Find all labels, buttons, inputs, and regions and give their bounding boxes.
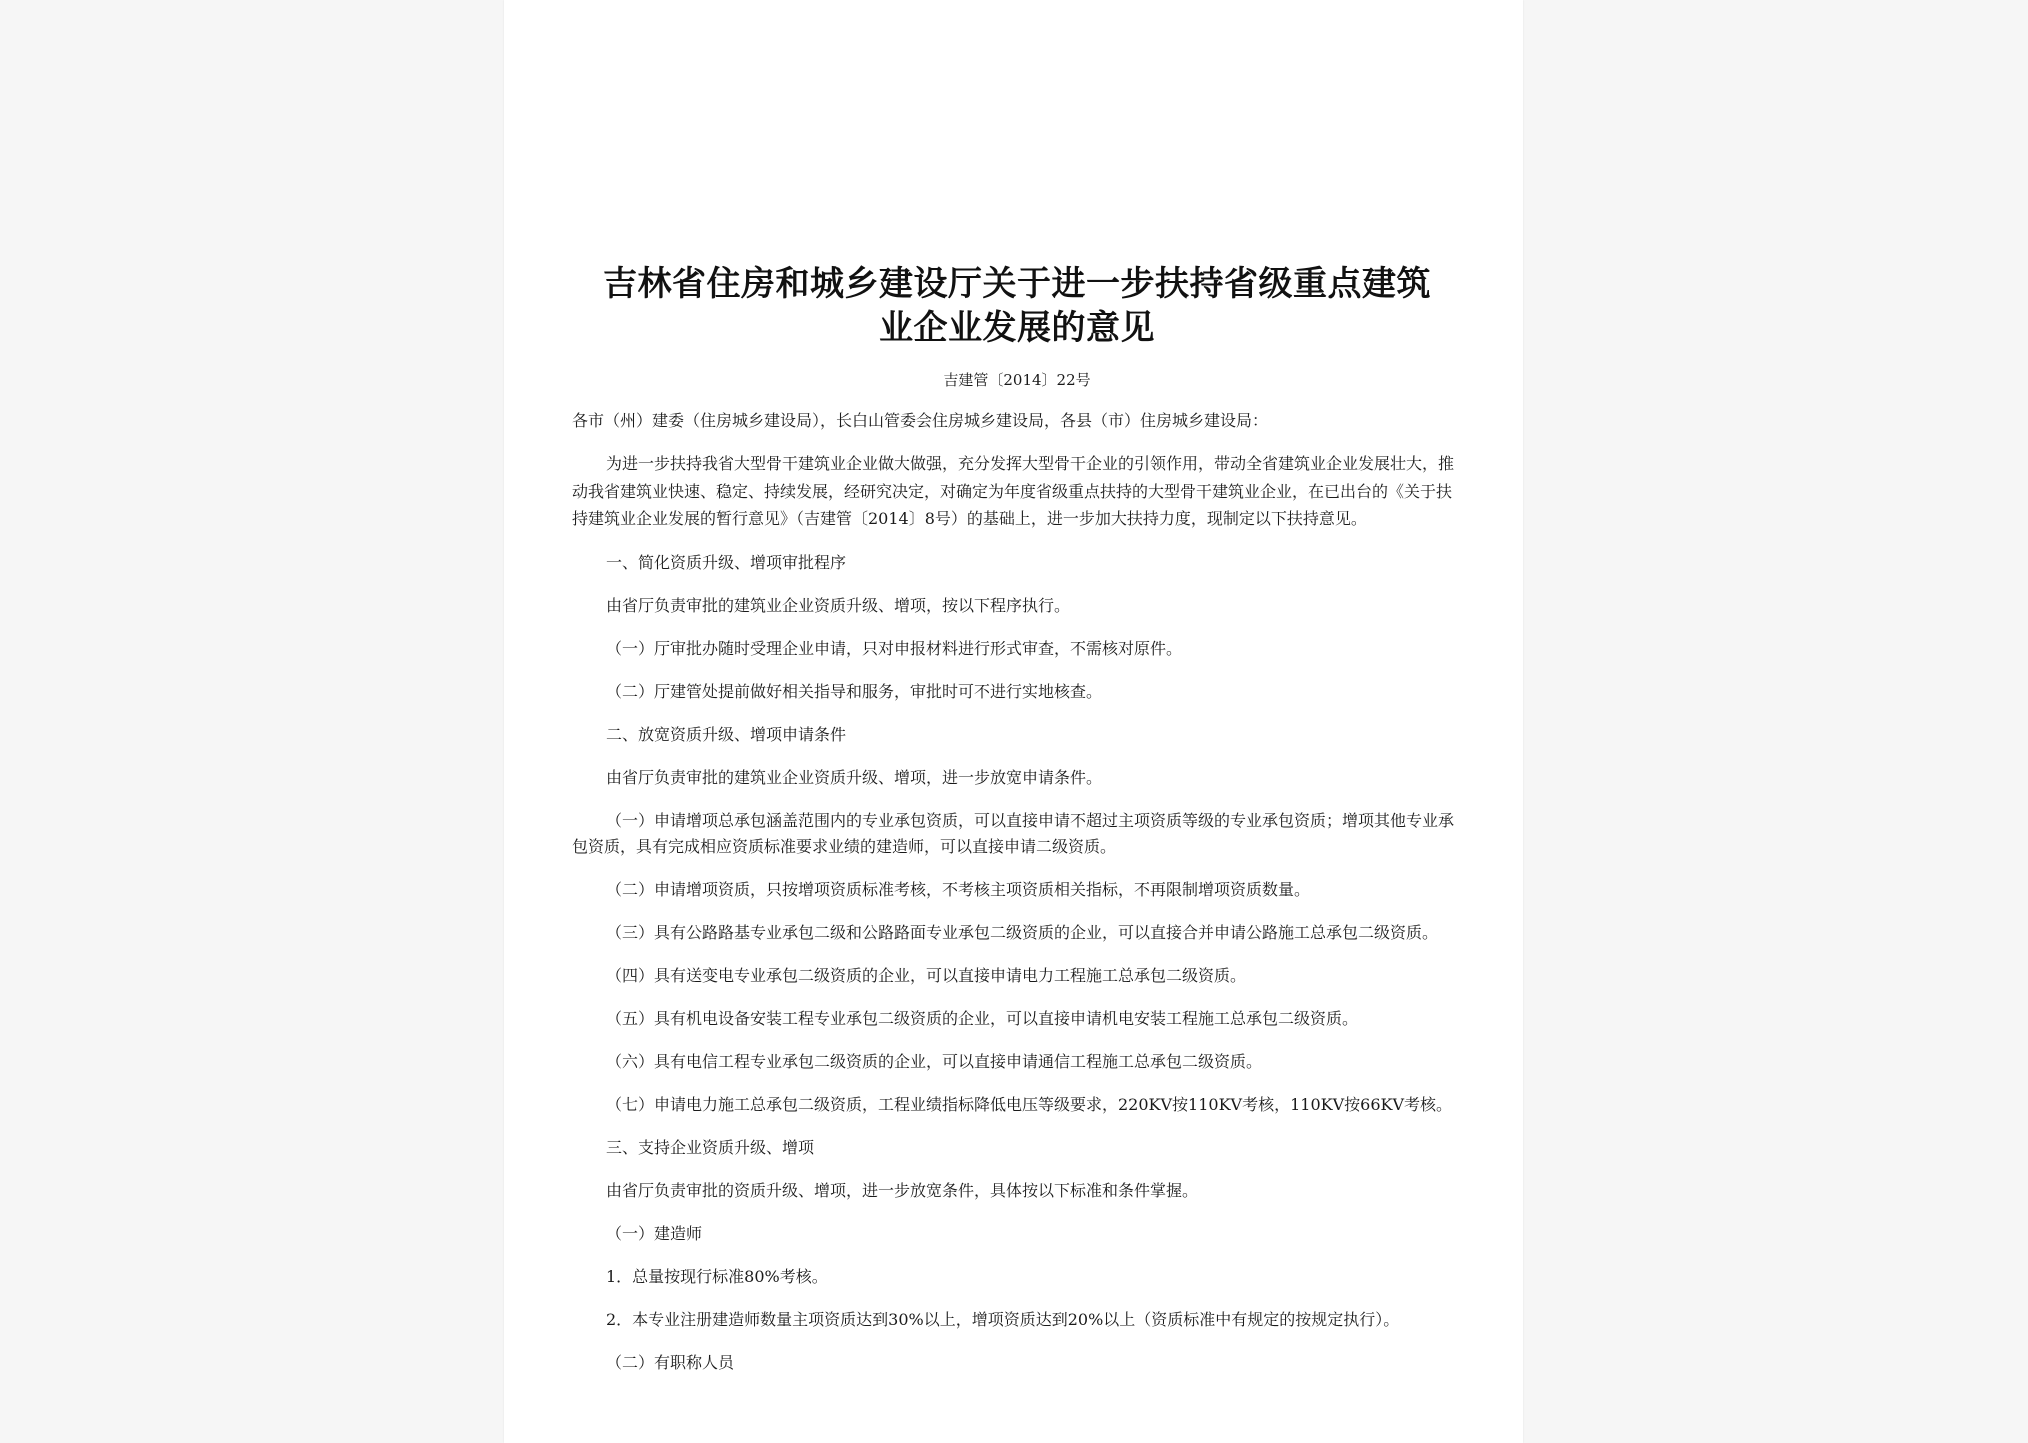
paragraph: （六）具有电信工程专业承包二级资质的企业，可以直接申请通信工程施工总承包二级资质。 [606, 1051, 1263, 1071]
paragraph: 由省厅负责审批的资质升级、增项，进一步放宽条件，具体按以下标准和条件掌握。 [606, 1180, 1199, 1200]
paragraph: （二）有职称人员 [606, 1352, 735, 1372]
paragraph: （一）建造师 [606, 1223, 703, 1243]
title-line-2: 业企业发展的意见 [879, 308, 1155, 348]
document-number: 吉建管〔2014〕22号 [943, 371, 1091, 389]
recipient-line: 各市（州）建委（住房城乡建设局），长白山管委会住房城乡建设局，各县（市）住房城乡建设局： [572, 411, 1269, 430]
paragraph: 一、简化资质升级、增项审批程序 [606, 552, 847, 572]
paragraph: 由省厅负责审批的建筑业企业资质升级、增项，按以下程序执行。 [606, 595, 1071, 615]
paragraph: （五）具有机电设备安装工程专业承包二级资质的企业，可以直接申请机电安装工程施工总承包二级资质。 [606, 1008, 1359, 1028]
paragraph: 2．本专业注册建造师数量主项资质达到30%以上，增项资质达到20%以上（资质标准中有规定的按规定执行）。 [606, 1309, 1400, 1329]
paragraph: （四）具有送变电专业承包二级资质的企业，可以直接申请电力工程施工总承包二级资质。 [606, 965, 1247, 985]
paragraph: 由省厅负责审批的建筑业企业资质升级、增项，进一步放宽申请条件。 [606, 767, 1103, 787]
paragraph: 二、放宽资质升级、增项申请条件 [606, 724, 847, 744]
paragraph: （三）具有公路路基专业承包二级和公路路面专业承包二级资质的企业，可以直接合并申请公路施工总承包二级资质。 [606, 922, 1439, 942]
paragraph: （二）申请增项资质，只按增项资质标准考核，不考核主项资质相关指标，不再限制增项资质数量。 [606, 879, 1311, 899]
document-title [572, 262, 1462, 350]
paragraph: （一）申请增项总承包涵盖范围内的专业承包资质，可以直接申请不超过主项资质等级的专业承包资质；增项其他专业承包资质，具有完成相应资质标准要求业绩的建造师，可以直接申请二级资质。 [572, 810, 1455, 856]
title-line-1: 吉林省住房和城乡建设厅关于进一步扶持省级重点建筑 [603, 264, 1431, 304]
paragraph: 1．总量按现行标准80%考核。 [606, 1266, 828, 1286]
paragraph: 三、支持企业资质升级、增项 [606, 1137, 815, 1157]
paragraph: （二）厅建管处提前做好相关指导和服务，审批时可不进行实地核查。 [606, 681, 1103, 701]
intro-paragraph: 为进一步扶持我省大型骨干建筑业企业做大做强，充分发挥大型骨干企业的引领作用，带动全省建筑业企业发展壮大，推动我省建筑业快速、稳定、持续发展，经研究决定，对确定为年度省级重点扶持的大型骨干建筑业企业，在已出台的《关于扶持建筑业企业发展的暂行意见》（吉建管〔2014〕8号）的基础上，进一步加大扶持力度，现制定以下扶持意见。 [572, 454, 1455, 528]
paragraph: （七）申请电力施工总承包二级资质，工程业绩指标降低电压等级要求，220KV按110KV考核，110KV按66KV考核。 [606, 1094, 1453, 1114]
paragraph: （一）厅审批办随时受理企业申请，只对申报材料进行形式审查，不需核对原件。 [606, 638, 1183, 658]
document-body [572, 262, 1462, 1376]
document-page [504, 0, 1523, 1443]
